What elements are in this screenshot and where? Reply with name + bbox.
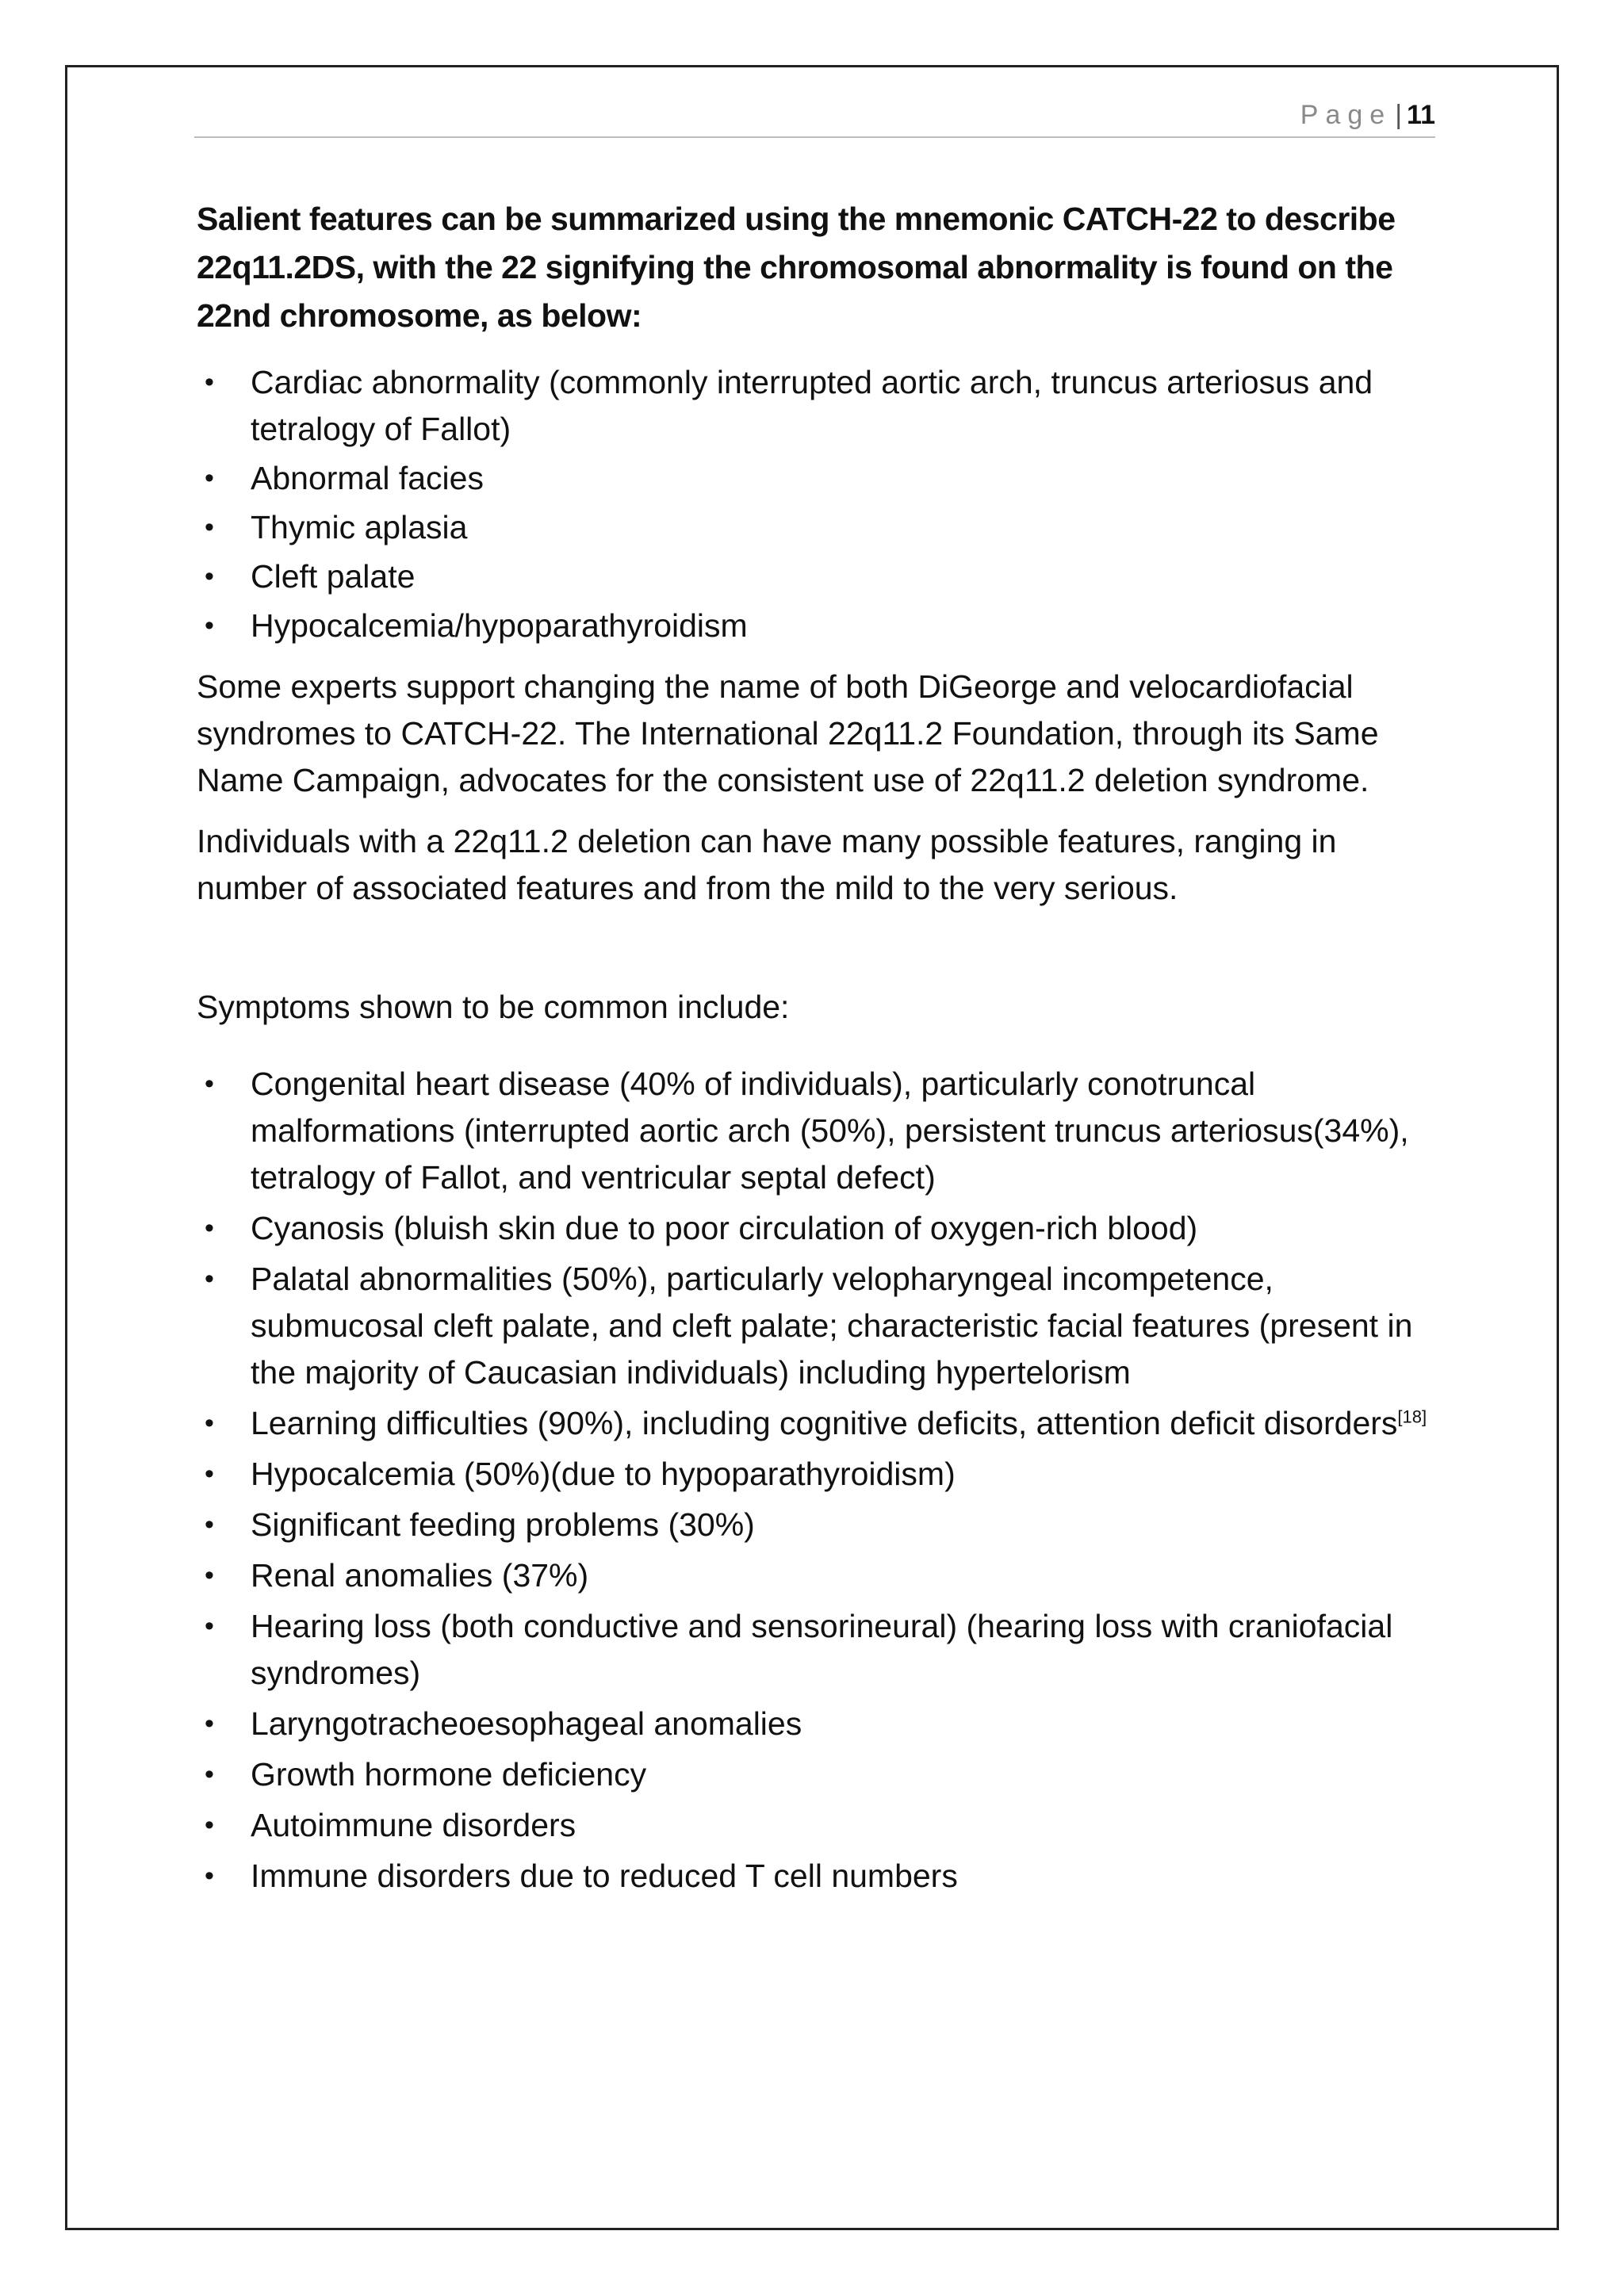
list-item: • Cyanosis (bluish skin due to poor circulation of oxygen-rich blood) [197,1205,1450,1252]
document-body [197,195,1450,1904]
list-item: • Cleft palate [197,553,1450,600]
footnote-reference[interactable]: [18] [1397,1406,1427,1427]
list-item-text: Learning difficulties (90%), including cognitive deficits, attention deficit disorders [251,1405,1398,1441]
page-separator: | [1395,100,1403,130]
list-item: • Autoimmune disorders [197,1802,1450,1849]
list-item: • Growth hormone deficiency [197,1751,1450,1798]
list-item: • Abnormal facies [197,455,1450,502]
symptoms-list [197,1061,1450,1900]
list-item: • Renal anomalies (37%) [197,1552,1450,1599]
page-label: Page [1300,100,1392,130]
list-item: • Thymic aplasia [197,504,1450,551]
list-item: • Immune disorders due to reduced T cell numbers [197,1853,1450,1900]
list-item: • Laryngotracheoesophageal anomalies [197,1701,1450,1747]
list-item [197,1400,1450,1447]
list-item: • Palatal abnormalities (50%), particularly velopharyngeal incompetence, submucosal cleft palate, and cleft palate; characteristic facial features (present in the majority of Caucasian individuals) including hypertelorism [197,1256,1450,1396]
symptoms-heading: Symptoms shown to be common include: [197,989,790,1025]
list-item: • Significant feeding problems (30%) [197,1502,1450,1548]
list-item: • Hypocalcemia (50%)(due to hypoparathyroidism) [197,1451,1450,1498]
paragraph-features-range: Individuals with a 22q11.2 deletion can have many possible features, ranging in number of associated features and from the mild to the very serious. [197,823,1337,906]
list-item: • Cardiac abnormality (commonly interrupted aortic arch, truncus arteriosus and tetralogy of Fallot) [197,359,1450,453]
page-number-value: 11 [1407,100,1435,130]
page-number [1300,100,1435,131]
list-item: • Congenital heart disease (40% of individuals), particularly conotruncal malformations (interrupted aortic arch (50%), persistent truncus arteriosus(34%), tetralogy of Fallot, and ventricular septal defect) [197,1061,1450,1201]
intro-heading: Salient features can be summarized using the mnemonic CATCH-22 to describe 22q11.2DS, with the 22 signifying the chromosomal abnormality is found on the 22nd chromosome, as below: [197,201,1396,334]
paragraph-name-change: Some experts support changing the name of both DiGeorge and velocardiofacial syndromes to CATCH-22. The International 22q11.2 Foundation, through its Same Name Campaign, advocates for the consistent use of 22q11.2 deletion syndrome. [197,668,1379,798]
page-header [194,94,1435,138]
list-item: • Hypocalcemia/hypoparathyroidism [197,603,1450,649]
list-item: • Hearing loss (both conductive and sensorineural) (hearing loss with craniofacial syndromes) [197,1603,1450,1697]
catch22-list [197,359,1450,649]
